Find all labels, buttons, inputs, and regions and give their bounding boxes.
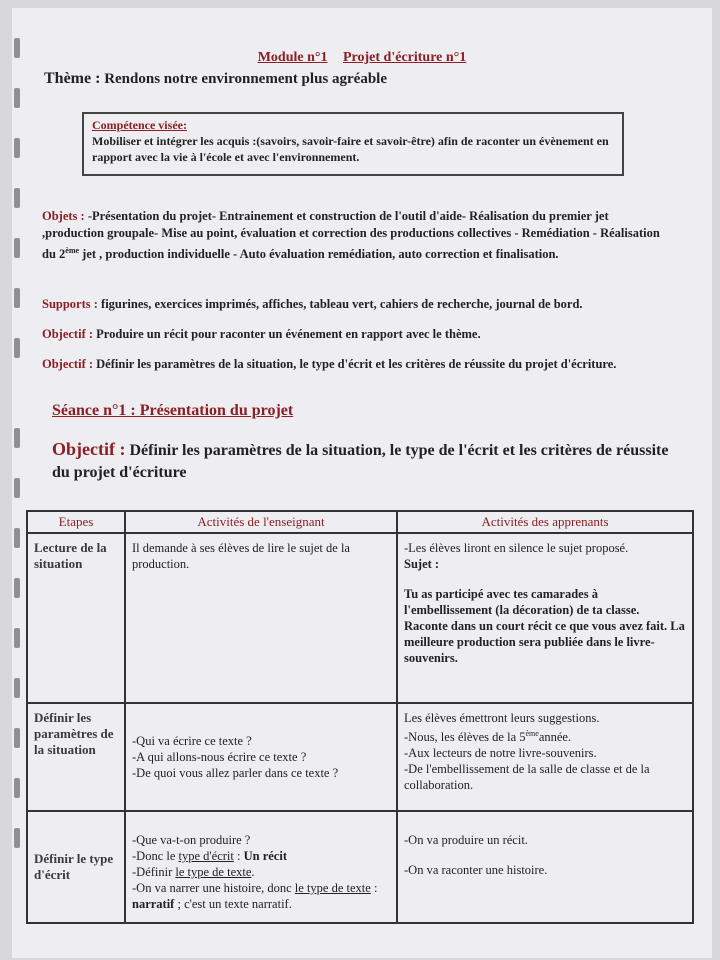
teacher-line-bold: Un récit [243,849,287,863]
teacher-cell [125,703,397,811]
steps-table [26,510,694,924]
teacher-line-underlined: le type de texte [175,865,252,879]
learners-text-part: année. [538,730,572,745]
competence-box [82,112,624,176]
teacher-line-part: ; c'est un texte narratif. [174,897,292,911]
teacher-line-underlined: le type de texte [294,881,371,895]
binder-hole [14,778,20,798]
learners-text: -On va raconter une histoire. [404,863,548,877]
teacher-line [132,864,390,880]
seance-objectif-text: Définir les paramètres de la situation, le type de l'écrit et les critères de réussite du projet d'écriture [52,442,669,481]
teacher-line-part: : [233,849,244,863]
column-header-enseignant: Activités de l'enseignant [125,511,397,533]
learners-text: -On va produire un récit. [404,833,528,847]
teacher-line [132,880,390,912]
theme-label: Thème : [44,70,101,87]
binder-hole [14,478,20,498]
column-header-etapes: Etapes [27,511,125,533]
teacher-line-part: -Définir [132,865,176,879]
competence-text: Mobiliser et intégrer les acquis :(savoirs, savoir-faire et savoir-être) afin de raconter un évènement en rapport avec la vie à l'école et avec l'environnement. [92,134,609,164]
teacher-line-part: -Donc le [132,849,179,863]
document-page [12,8,712,958]
seance-objectif-label: Objectif : [52,439,126,459]
objets-sup: ème [65,246,80,255]
sujet-label: Sujet : [404,557,440,571]
teacher-question: -Qui va écrire ce texte ? [132,734,252,748]
step-cell: Lecture de la situation [27,533,125,703]
binder-hole [14,88,20,108]
teacher-cell [125,811,397,923]
binder-hole [14,828,20,848]
teacher-line-part: : [370,881,378,895]
binder-hole [14,428,20,448]
objets-text: -Présentation du projet- Entrainement et construction de l'outil d'aide- Réalisation du premier jet ,production groupale- Mise au point, évaluation et correction des productions collectives - Remédiation - Réalisation du 2 [42,209,660,262]
learners-text-part: -Nous, les élèves de la 5 [404,730,526,745]
teacher-line-part: -On va narrer une histoire, donc [132,881,295,895]
learners-text: -Aux lecteurs de notre livre-souvenirs. [404,746,597,761]
teacher-question: -A qui allons-nous écrire ce texte ? [132,750,307,764]
binder-holes [12,38,24,938]
supports-text: figurines, exercices imprimés, affiches, tableau vert, cahiers de recherche, journal de bord. [97,297,583,311]
objectif-text-2: Définir les paramètres de la situation, le type d'écrit et les critères de réussite du projet d'écriture. [93,357,617,371]
objets-paragraph [42,208,672,263]
binder-hole [14,628,20,648]
teacher-line-part: . [251,865,255,879]
page-header [12,50,712,66]
binder-hole [14,678,20,698]
teacher-line: -Que va-t-on produire ? [132,833,251,847]
binder-hole [14,138,20,158]
teacher-line-underlined: type d'écrit [178,849,234,863]
learners-cell [397,703,693,811]
binder-hole [14,288,20,308]
supports-paragraph [42,296,672,313]
objets-label: Objets : [42,209,85,223]
table-header-row [27,511,693,533]
objectif-label: Objectif : [42,327,94,341]
table-row [27,533,693,703]
learners-cell [397,533,693,703]
module-title: Module n°1 [257,50,328,65]
objectif-paragraph-2 [42,356,672,373]
binder-hole [14,528,20,548]
binder-hole [14,728,20,748]
binder-hole [14,338,20,358]
binder-hole [14,188,20,208]
teacher-line-bold: narratif [132,897,175,911]
learners-cell [397,811,693,923]
step-cell: Définir les paramètres de la situation [27,703,125,811]
learners-text: Les élèves émettront leurs suggestions. [404,711,600,725]
learners-text: -Les élèves liront en silence le sujet proposé. [404,541,629,555]
theme-text: Rendons notre environnement plus agréable [104,71,387,87]
seance-objectif [52,438,672,484]
table-row [27,811,693,923]
table-row [27,703,693,811]
seance-title: Séance n°1 : Présentation du projet [52,402,294,419]
objectif-text: Produire un récit pour raconter un événement en rapport avec le thème. [93,327,481,341]
learners-text: -De l'embellissement de la salle de classe et de la collaboration. [404,762,650,793]
learners-sup: ème [525,729,539,738]
step-cell: Définir le type d'écrit [27,811,125,923]
binder-hole [14,578,20,598]
supports-label: Supports : [42,297,98,311]
theme-line [44,70,387,88]
column-header-apprenants: Activités des apprenants [397,511,693,533]
binder-hole [14,238,20,258]
learners-text [404,726,686,745]
objectif-label-2: Objectif : [42,357,94,371]
competence-title: Compétence visée: [92,118,187,132]
teacher-cell: Il demande à ses élèves de lire le sujet de la production. [125,533,397,703]
objets-text-end: jet , production individuelle - Auto évaluation remédiation, auto correction et finalisation. [79,247,559,262]
teacher-line [132,848,390,864]
project-title: Projet d'écriture n°1 [343,50,467,65]
objectif-paragraph [42,326,672,343]
teacher-question: -De quoi vous allez parler dans ce texte ? [132,766,339,780]
sujet-text: Tu as participé avec tes camarades à l'embellissement (la décoration) de ta classe. Raconte dans un court récit ce que vous avez fait. La meilleure production sera publiée dans le livre-souvenirs. [404,587,685,665]
